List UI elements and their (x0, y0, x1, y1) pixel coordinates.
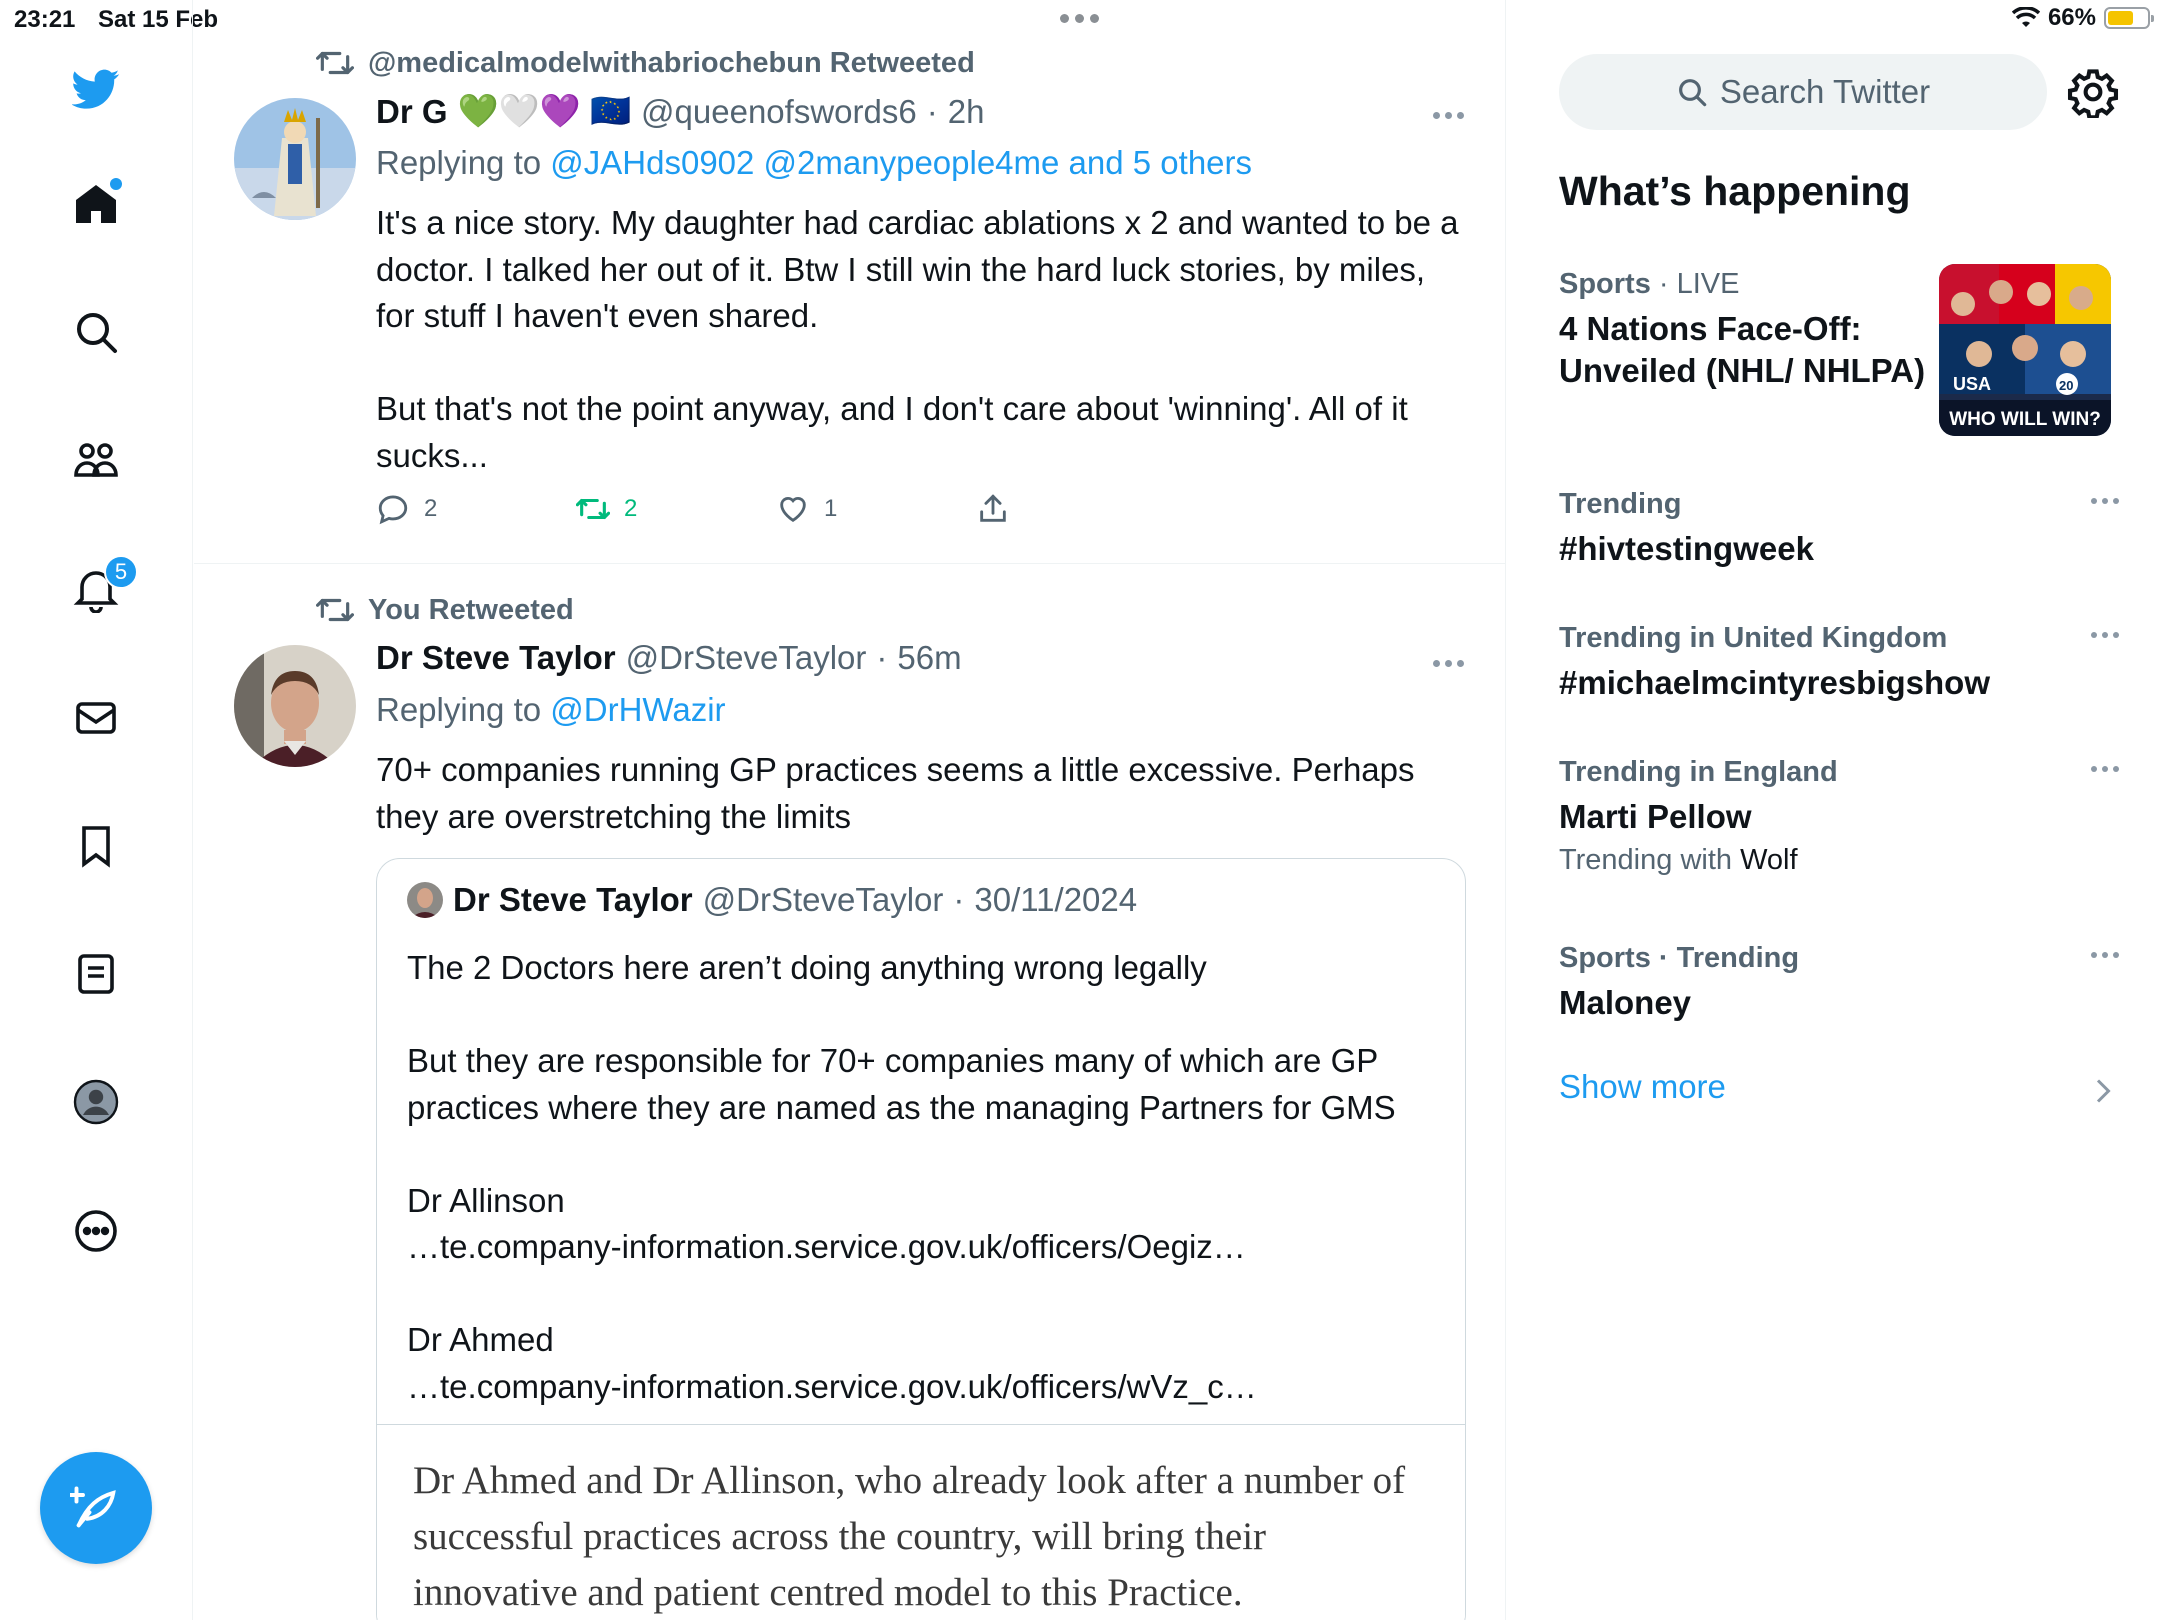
quote-tweet[interactable] (376, 858, 1466, 1620)
status-time: 23:21 (14, 6, 76, 33)
replying-to-link[interactable]: @JAHds0902 @2manypeople4me and 5 others (550, 144, 1253, 181)
tweet-text: 70+ companies running GP practices seems a little excessive. Perhaps they are overstretching the limits (376, 751, 1424, 835)
trend-item[interactable] (1559, 940, 2119, 1024)
retweet-icon (316, 591, 354, 629)
retweet-count: 2 (624, 495, 638, 522)
tweet-actions (376, 492, 1076, 532)
tweet-header (376, 639, 962, 677)
replying-prefix: Replying to (376, 144, 551, 181)
trend-category: Trending in United Kingdom (1559, 622, 1948, 654)
search-icon (1676, 76, 1708, 108)
trend-category: Sports · Trending (1559, 942, 1800, 974)
author-emoji: 💚🤍💜 🇪🇺 (457, 92, 632, 129)
timeline (194, 0, 1506, 1620)
compose-tweet-button[interactable] (40, 1452, 152, 1564)
trend-item[interactable] (1559, 486, 2119, 570)
reply-count: 2 (424, 495, 438, 522)
retweet-context-label: You Retweeted (368, 593, 574, 626)
share-icon (976, 492, 1010, 526)
trend-item[interactable] (1559, 266, 1939, 392)
messages-icon[interactable] (64, 686, 128, 750)
author-handle[interactable]: @queenofswords6 (641, 92, 917, 130)
trend-more-icon[interactable] (2091, 952, 2119, 958)
replying-to (376, 144, 1252, 182)
status-date: Sat 15 Feb (98, 6, 219, 33)
quote-header (407, 881, 1137, 919)
tweet-time[interactable]: 2h (947, 92, 985, 130)
retweet-button[interactable] (576, 492, 637, 526)
left-navigation (0, 0, 193, 1620)
retweet-icon (316, 44, 354, 82)
trending-with-prefix: Trending with (1559, 844, 1741, 876)
trend-thumbnail[interactable] (1939, 264, 2111, 436)
settings-gear-icon[interactable] (2067, 66, 2119, 118)
share-button[interactable] (976, 492, 1010, 526)
replying-to-link[interactable]: @DrHWazir (550, 691, 726, 728)
replying-to (376, 691, 726, 729)
trend-more-icon[interactable] (2091, 498, 2119, 504)
notifications-icon[interactable] (64, 557, 128, 621)
trend-name: Marti Pellow (1559, 798, 1752, 835)
retweet-context (316, 591, 574, 629)
more-icon[interactable] (64, 1199, 128, 1263)
notification-badge: 5 (104, 555, 138, 589)
quote-author-handle: @DrSteveTaylor (702, 881, 944, 918)
trend-name: #michaelmcintyresbigshow (1559, 664, 1990, 701)
trend-name: Maloney (1559, 984, 1692, 1021)
separator-dot: · (1650, 268, 1677, 300)
like-button[interactable] (776, 492, 837, 526)
battery-percent: 66% (2047, 4, 2096, 31)
trend-category-label: Sports (1559, 268, 1651, 300)
search-icon[interactable] (64, 300, 128, 364)
bookmarks-icon[interactable] (64, 814, 128, 878)
reply-button[interactable] (376, 492, 437, 526)
trend-live-label: LIVE (1676, 268, 1740, 300)
like-count: 1 (824, 495, 838, 522)
lists-icon[interactable] (64, 942, 128, 1006)
link-card[interactable] (377, 1424, 1466, 1620)
heart-icon (776, 492, 810, 526)
thumbnail-number: 20 (2059, 378, 2074, 393)
twitter-logo-icon[interactable] (64, 57, 128, 121)
trending-with (1559, 840, 2119, 880)
home-icon[interactable] (64, 172, 128, 236)
quote-author-name: Dr Steve Taylor (453, 881, 693, 918)
link-card-text: Dr Ahmed and Dr Allinson, who already look after a number of successful practices across the country, will bring their innovative and patient centred model to this Practice. (413, 1459, 1406, 1614)
tweet-text: It's a nice story. My daughter had cardiac ablations x 2 and wanted to be a doctor. I talked her out of it. Btw I still win the hard luck stories, by miles, for stuff I haven't even shared. But that's not the point anyway, and I don't care about 'winning'. All of it sucks... (376, 204, 1459, 474)
compose-feather-icon (70, 1482, 122, 1534)
quote-text: The 2 Doctors here aren’t doing anything wrong legally But they are responsible for 70+ companies many of which are GP practices where they are named as the managing Partners for GMS Dr Allinson …te.company-information.service.gov.uk/officers/Oegiz… Dr Ahmed …te.company-information.service.gov.uk/officers/wVz_c… (407, 949, 1396, 1405)
thumbnail-caption: WHO WILL WIN? (1949, 409, 2101, 430)
show-more-link[interactable]: Show more (1559, 1068, 1726, 1105)
author-handle[interactable]: @DrSteveTaylor (625, 639, 867, 676)
replying-prefix: Replying to (376, 691, 551, 728)
author-name[interactable]: Dr Steve Taylor (376, 639, 616, 676)
communities-icon[interactable] (64, 429, 128, 493)
separator-dot: · (953, 881, 965, 918)
chevron-right-icon (2093, 1076, 2115, 1106)
trend-item[interactable] (1559, 754, 2119, 880)
retweet-icon (576, 492, 610, 526)
trend-more-icon[interactable] (2091, 632, 2119, 638)
quote-avatar (407, 882, 443, 918)
trending-with-term[interactable]: Wolf (1740, 844, 1798, 876)
right-sidebar (1507, 0, 2160, 1620)
tweet[interactable] (194, 0, 1506, 564)
trend-name: 4 Nations Face-Off: Unveiled (NHL/ NHLPA) (1559, 310, 1926, 389)
tweet-more-icon[interactable] (1433, 660, 1464, 667)
trend-category (1559, 266, 1939, 302)
retweet-context-label: @medicalmodelwithabriochebun Retweeted (368, 46, 975, 79)
trend-name: #hivtestingweek (1559, 530, 1814, 567)
search-input[interactable] (1559, 54, 2047, 130)
separator-dot: · (926, 92, 938, 130)
trend-item[interactable] (1559, 620, 2119, 704)
thumbnail-usa-label: USA (1953, 374, 1992, 394)
trend-more-icon[interactable] (2091, 766, 2119, 772)
trend-category: Trending in England (1559, 756, 1838, 788)
quote-date: 30/11/2024 (974, 881, 1138, 918)
reply-icon (376, 492, 410, 526)
avatar[interactable] (234, 645, 356, 767)
profile-icon[interactable] (64, 1070, 128, 1134)
tweet-time[interactable]: 56m (897, 639, 962, 676)
retweet-context (316, 44, 975, 82)
search-placeholder: Search Twitter (1719, 73, 1931, 110)
home-unread-dot (110, 178, 122, 190)
avatar[interactable] (234, 98, 356, 220)
tweet[interactable] (194, 565, 1506, 1620)
whats-happening-title: What’s happening (1559, 168, 1911, 214)
author-name[interactable]: Dr G (376, 92, 448, 130)
tweet-header (376, 92, 984, 131)
tweet-more-icon[interactable] (1433, 112, 1464, 119)
trend-category: Trending (1559, 488, 1682, 520)
separator-dot: · (876, 639, 888, 676)
